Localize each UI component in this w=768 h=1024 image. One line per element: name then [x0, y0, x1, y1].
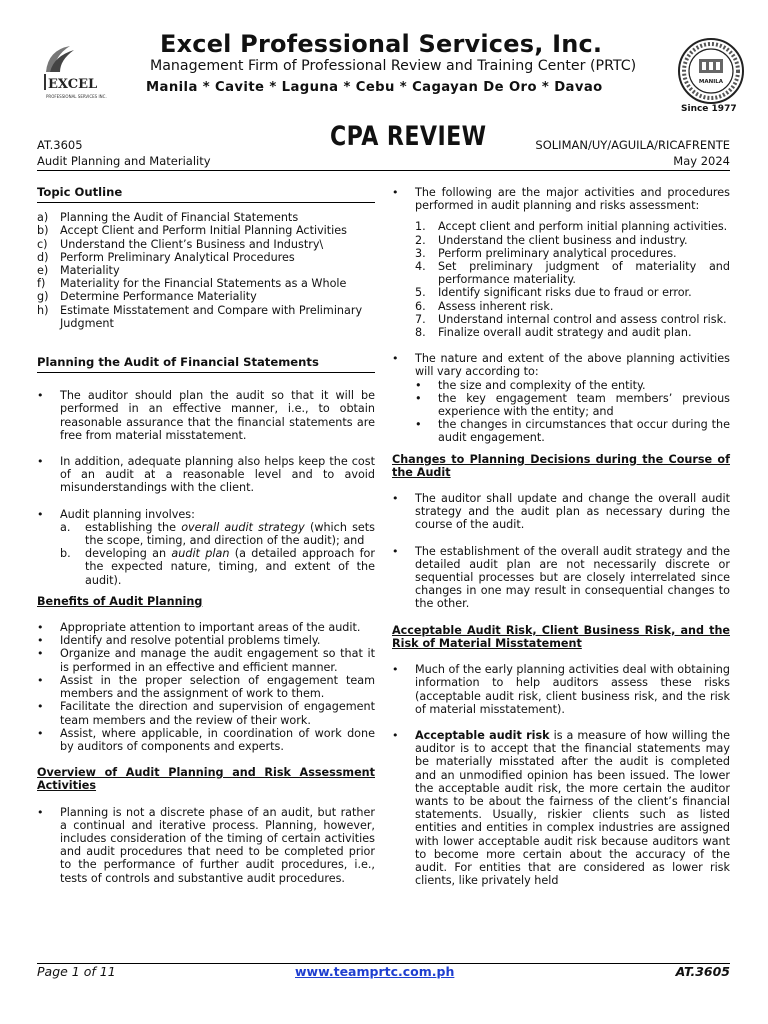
list-item: • Organize and manage the audit engagement so that it is performed in an effective and efficient manner. — [37, 647, 375, 674]
paragraph: • Acceptable audit risk is a measure of how willing the auditor is to accept that the financial statements may be materially misstated after the audit is completed and an unmodified opinion has been issued. The lower the acceptable audit risk, the more certain the auditor wants to be about the fairness of the client’s financial statements. Usually, riskier clients such as listed entities and entities in complex industries are assigned with lower acceptable audit risk because auditors want to become more certain about the accuracy of the audit. For entities that are considered as lower risk clients, like privately held — [392, 728, 730, 888]
list-item: 4. Set preliminary judgment of materiality and performance materiality. — [415, 260, 730, 287]
list-item: c) Understand the Client’s Business and Industry\ — [37, 237, 324, 251]
list-item: e) Materiality — [37, 264, 120, 278]
list-item: b. developing an audit plan (a detailed approach for the expected nature, timing, and extent of the audit). — [60, 547, 375, 587]
header-divider — [37, 170, 730, 171]
list-item: 2. Understand the client business and industry. — [415, 233, 688, 247]
risk-title: Acceptable Audit Risk, Client Business Risk, and the Risk of Material Misstatement — [392, 623, 730, 650]
topic-outline-title: Topic Outline — [37, 186, 375, 203]
paragraph: • Audit planning involves: a. establishing the overall audit strategy (which sets the scope, timing, and direction of the audit); and b. developing an audit plan (a detailed approach for the expected nature, timing, and extent of the audit). — [37, 507, 376, 587]
changes-title: Changes to Planning Decisions during the Course of the Audit — [392, 452, 730, 479]
list-item: • the size and complexity of the entity. — [415, 378, 646, 392]
paragraph: • Planning is not a discrete phase of an audit, but rather a continual and iterative process. Planning, however, includes consideration of the timing of certain activities and audit procedures that need to be completed prior to the performance of further audit procedures, i.e., tests of controls and substantive audit procedures. — [37, 805, 375, 885]
page-number: Page 1 of 11 — [37, 964, 116, 979]
list-item: • Assist, where applicable, in coordination of work done by auditors of components and experts. — [37, 726, 375, 753]
list-item: a. establishing the overall audit strategy (which sets the scope, timing, and direction of the audit); and — [60, 520, 376, 548]
document-subject: Audit Planning and Materiality — [37, 154, 211, 168]
benefits-list — [37, 621, 375, 753]
topic-list — [37, 211, 375, 330]
seal-text: MANILA — [698, 79, 724, 85]
document-title: CPA REVIEW — [330, 121, 487, 152]
list-item: 6. Assess inherent risk. — [415, 299, 554, 313]
list-item: 5. Identify significant risks due to fraud or error. — [415, 286, 692, 300]
list-item: • the changes in circumstances that occur during the audit engagement. — [415, 418, 730, 445]
overview-title: Overview of Audit Planning and Risk Assessment Activities — [37, 766, 375, 793]
company-name: Excel Professional Services, Inc. — [160, 30, 603, 58]
list-item: 7. Understand internal control and assess control risk. — [415, 312, 727, 326]
logo-wordmark: EXCEL — [48, 77, 98, 92]
list-item: h) Estimate Misstatement and Compare with Preliminary Judgment — [37, 303, 363, 330]
list-item: 1. Accept client and perform initial planning activities. — [415, 220, 728, 234]
list-item: • Facilitate the direction and supervision of engagement team members and the review of their work. — [37, 700, 375, 727]
company-tagline: Management Firm of Professional Review and Training Center (PRTC) — [150, 58, 637, 74]
list-item: • Assist in the proper selection of engagement team members and the assignment of work to them. — [37, 673, 375, 701]
excel-logo — [40, 42, 107, 104]
paragraph: • The following are the major activities and procedures performed in audit planning and risks assessment: — [392, 186, 730, 213]
list-item: a) Planning the Audit of Financial Statements — [37, 211, 299, 225]
list-item: g) Determine Performance Materiality — [37, 290, 257, 304]
planning-section-title: Planning the Audit of Financial Statements — [37, 356, 375, 373]
branch-cities: Manila * Cavite * Laguna * Cebu * Cagayan De Oro * Davao — [146, 80, 603, 95]
document-code: AT.3605 — [37, 138, 83, 152]
paragraph: • The establishment of the overall audit strategy and the detailed audit plan are not necessarily discrete or sequential processes but are closely interrelated since changes in one may result in consequential changes to the other. — [392, 544, 730, 611]
activities-list — [415, 220, 730, 339]
footer-code: AT.3605 — [675, 964, 730, 979]
left-column — [37, 186, 375, 885]
since-year: Since 1977 — [681, 104, 737, 114]
list-item: f) Materiality for the Financial Statements as a Whole — [37, 277, 347, 291]
list-item: b) Accept Client and Perform Initial Planning Activities — [37, 224, 348, 238]
website-link[interactable]: www.teamprtc.com.ph — [295, 964, 455, 979]
paragraph: • Much of the early planning activities deal with obtaining information to help auditors assess these risks (acceptable audit risk, client business risk, and the risk of material misstatement). — [392, 663, 730, 716]
paragraph: • The nature and extent of the above planning activities will vary according to: • the size and complexity of the entity. • the key engagement team members’ previous experience with the entity; and • the changes in circumstances that occur during the audit engagement. — [392, 352, 730, 445]
prtc-seal — [677, 37, 745, 105]
list-item: 3. Perform preliminary analytical procedures. — [415, 246, 677, 260]
authors: SOLIMAN/UY/AGUILA/RICAFRENTE — [535, 138, 730, 152]
list-item: • Identify and resolve potential problems timely. — [37, 634, 321, 648]
list-item: • the key engagement team members’ previous experience with the entity; and — [415, 391, 730, 419]
list-item: 8. Finalize overall audit strategy and audit plan. — [415, 326, 692, 340]
document-date: May 2024 — [673, 154, 730, 168]
paragraph: • In addition, adequate planning also helps keep the cost of an audit at a reasonable level and to avoid misunderstandings with the client. — [37, 455, 375, 495]
paragraph: • The auditor shall update and change the overall audit strategy and the audit plan as necessary during the course of the audit. — [392, 492, 730, 532]
right-column — [392, 186, 730, 887]
svg-text:PROFESSIONAL SERVICES INC.: PROFESSIONAL SERVICES INC. — [46, 94, 107, 99]
list-item: d) Perform Preliminary Analytical Procedures — [37, 250, 295, 264]
paragraph: • The auditor should plan the audit so that it will be performed in an effective manner, i.e., to obtain reasonable assurance that the financial statements are free from material misstatement. — [37, 389, 375, 442]
benefits-title: Benefits of Audit Planning — [37, 594, 203, 608]
list-item: • Appropriate attention to important areas of the audit. — [37, 621, 361, 635]
